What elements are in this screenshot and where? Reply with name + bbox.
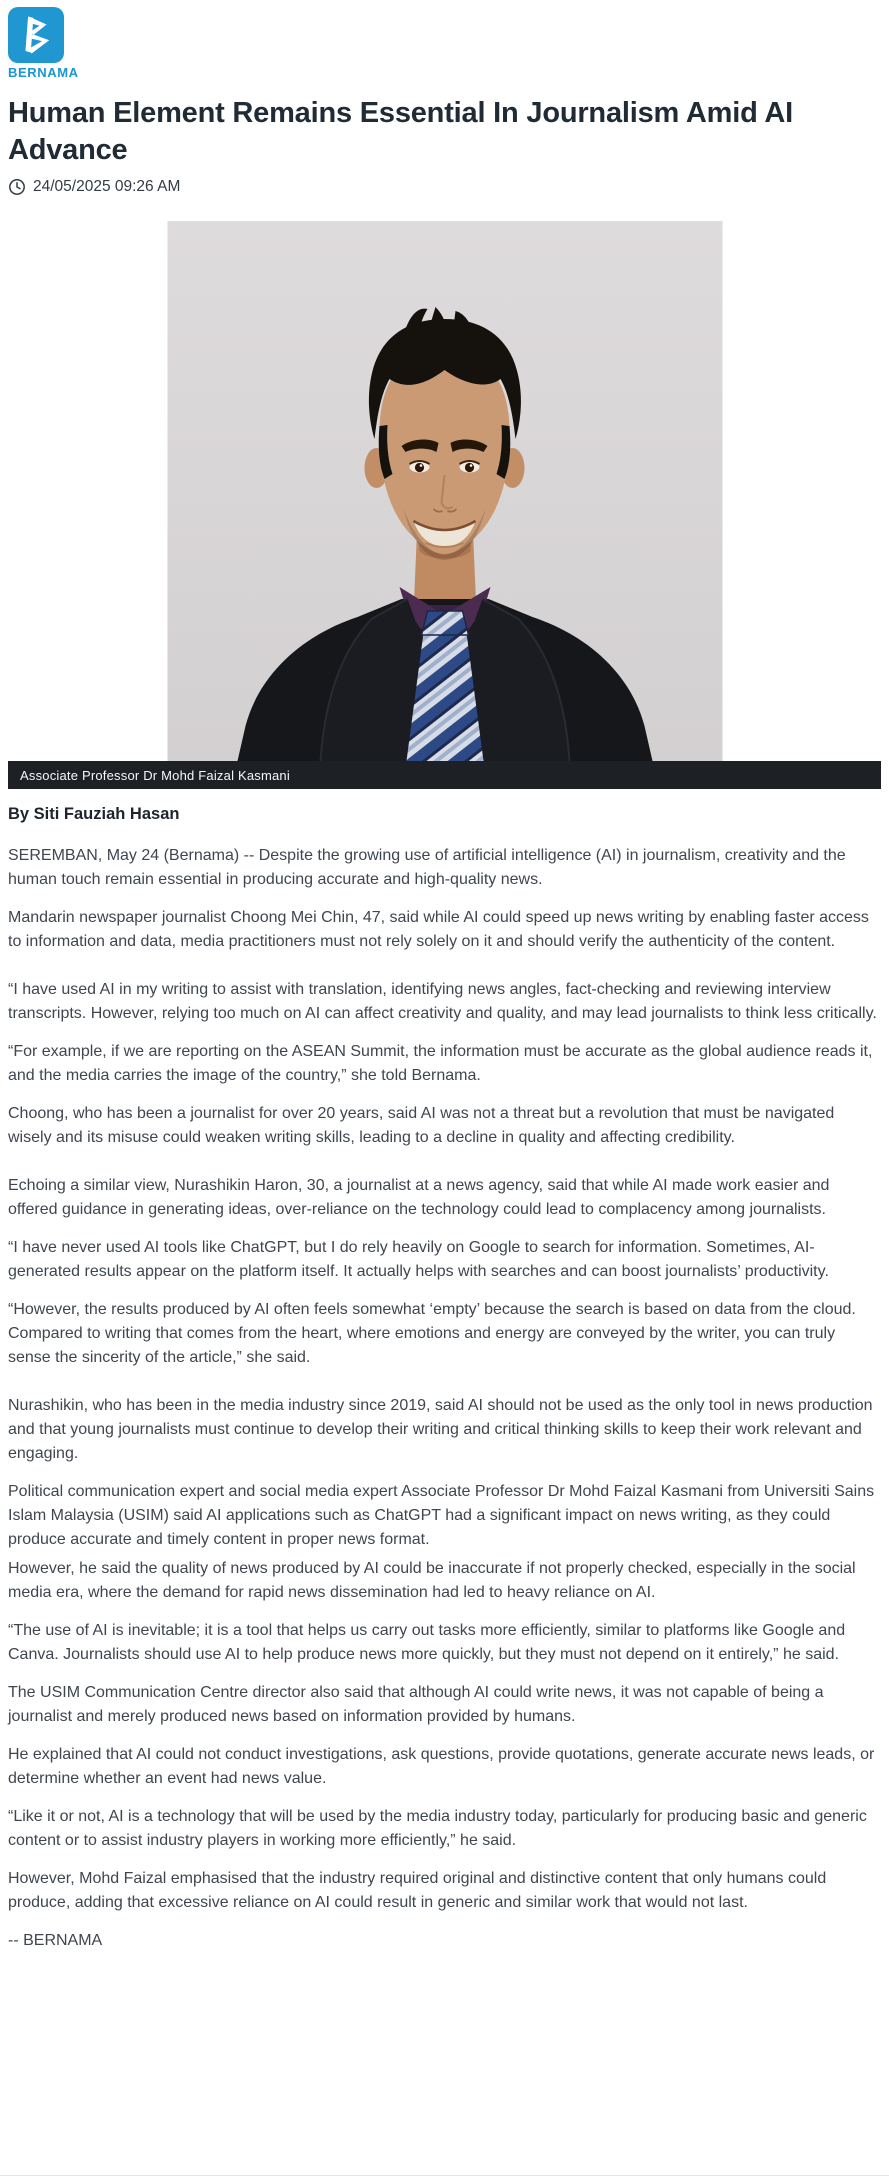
article-paragraph: The USIM Communication Centre director also said that although AI could write news, it was not capable of being a journalist and merely produced news based on information provided by humans. — [8, 1684, 824, 1725]
article-paragraph: SEREMBAN, May 24 (Bernama) -- Despite the growing use of artificial intelligence (AI) in journalism, creativity and the human touch remain essential in producing accurate and high-quality news. — [8, 847, 846, 888]
article-body — [8, 844, 881, 1953]
article-figure — [8, 221, 881, 789]
bottom-divider — [0, 2175, 889, 2176]
timestamp-text: 24/05/2025 09:26 AM — [33, 178, 181, 195]
bernama-logo[interactable] — [8, 7, 79, 80]
article-paragraph: However, Mohd Faizal emphasised that the industry required original and distinctive content that only humans could produce, adding that excessive reliance on AI could result in generic and similar work that would not last. — [8, 1870, 827, 1911]
article-paragraph: Nurashikin, who has been in the media industry since 2019, said AI should not be used as the only tool in news production and that young journalists must continue to develop their writing and critical thinking skills to keep their work relevant and engaging. — [8, 1397, 873, 1462]
article-paragraph: Mandarin newspaper journalist Choong Mei Chin, 47, said while AI could speed up news writing by enabling faster access to information and data, media practitioners must not rely solely on it and should verify the authenticity of the content. — [8, 909, 869, 950]
article-paragraph: “For example, if we are reporting on the ASEAN Summit, the information must be accurate as the global audience reads it, and the media carries the image of the country,” she told Bernama. — [8, 1043, 873, 1084]
article-title: Human Element Remains Essential In Journalism Amid AI Advance — [8, 97, 793, 166]
article-paragraph: “I have never used AI tools like ChatGPT, but I do rely heavily on Google to search for information. Sometimes, AI-generated results appear on the platform itself. It actually helps with searches and can boost journalists’ productivity. — [8, 1239, 829, 1280]
clock-icon — [8, 178, 26, 196]
byline: By Siti Fauziah Hasan — [8, 805, 180, 823]
article-signoff: -- BERNAMA — [8, 1932, 103, 1949]
article-paragraph: “Like it or not, AI is a technology that will be used by the media industry today, particularly for producing basic and generic content or to assist industry players in working more efficiently,” he said. — [8, 1808, 867, 1849]
article-paragraph: Echoing a similar view, Nurashikin Haron, 30, a journalist at a news agency, said that while AI made work easier and offered guidance in generating ideas, over-reliance on the technology could lead to complacency among journalists. — [8, 1177, 830, 1218]
photo-caption: Associate Professor Dr Mohd Faizal Kasmani — [8, 761, 881, 789]
article-paragraph: Choong, who has been a journalist for over 20 years, said AI was not a threat but a revolution that must be navigated wisely and its misuse could weaken writing skills, leading to a decline in quality and affecting credibility. — [8, 1105, 835, 1146]
article-paragraph: “I have used AI in my writing to assist with translation, identifying news angles, fact-checking and reviewing interview transcripts. However, relying too much on AI can affect creativity and quality, and may lead journalists to think less critically. — [8, 981, 877, 1022]
article-paragraph: Political communication expert and social media expert Associate Professor Dr Mohd Faizal Kasmani from Universiti Sains Islam Malaysia (USIM) said AI applications such as ChatGPT had a significant impact on news writing, as they could produce accurate and timely content in proper news format. — [8, 1483, 875, 1548]
article-paragraph: “The use of AI is inevitable; it is a tool that helps us carry out tasks more efficiently, similar to platforms like Google and Canva. Journalists should use AI to help produce news more quickly, but they must not depend on it entirely,” he said. — [8, 1622, 846, 1663]
article-paragraph: He explained that AI could not conduct investigations, ask questions, provide quotations, generate accurate news leads, or determine whether an event had news value. — [8, 1746, 875, 1787]
article-paragraph: However, he said the quality of news produced by AI could be inaccurate if not properly checked, especially in the social media era, where the demand for rapid news dissemination had led to heavy reliance on AI. — [8, 1560, 856, 1601]
article-paragraph: “However, the results produced by AI often feels somewhat ‘empty’ because the search is based on data from the cloud. Compared to writing that comes from the heart, where emotions and energy are conveyed by the writer, you can truly sense the sincerity of the article,” she said. — [8, 1301, 856, 1366]
bernama-logo-icon — [8, 7, 64, 63]
article-timestamp — [8, 178, 881, 196]
bernama-logo-label: BERNAMA — [8, 65, 79, 80]
article-photo — [167, 221, 723, 761]
